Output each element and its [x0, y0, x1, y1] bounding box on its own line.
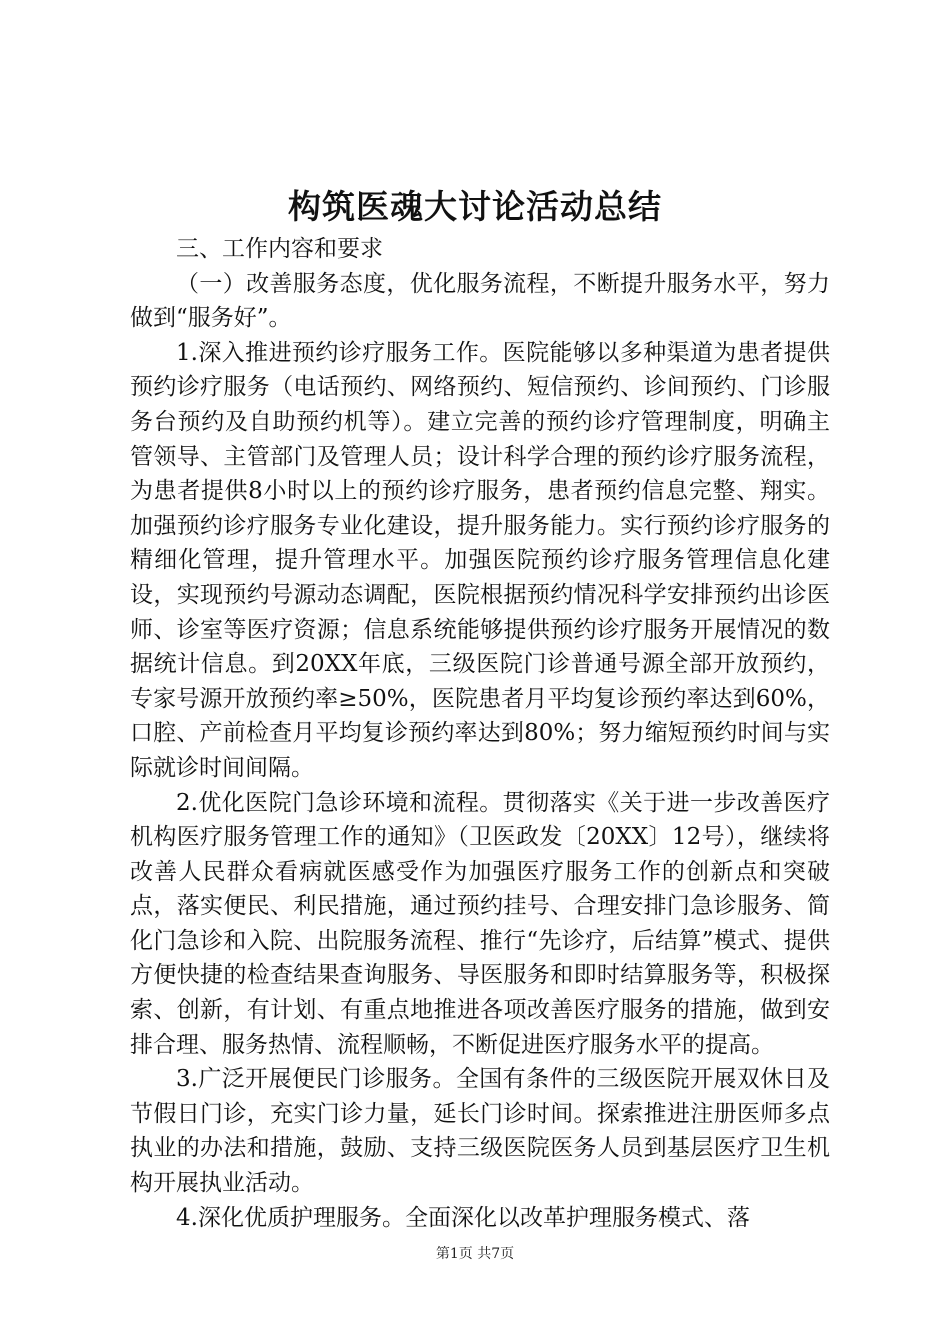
page-number-footer: 第1页 共7页	[435, 1246, 515, 1262]
document-title: 构筑医魂大讨论活动总结	[288, 187, 662, 226]
section-heading: 三、工作内容和要求	[176, 236, 383, 262]
paragraph-item-1: 1.深入推进预约诊疗服务工作。医院能够以多种渠道为患者提供预约诊疗服务（电话预约、网络预约、短信预约、诊间预约、门诊服务台预约及自助预约机等）。建立完善的预约诊疗管理制度，明确主管领导、主管部门及管理人员；设计科学合理的预约诊疗服务流程，为患者提供8小时以上的预约诊疗服务，患者预约信息完整、翔实。加强预约诊疗服务专业化建设，提升服务能力。实行预约诊疗服务的精细化管理，提升管理水平。加强医院预约诊疗服务管理信息化建设，实现预约号源动态调配，医院根据预约情况科学安排预约出诊医师、诊室等医疗资源；信息系统能够提供预约诊疗服务开展情况的数据统计信息。到20XX年底，三级医院门诊普通号源全部开放预约，专家号源开放预约率≥50%，医院患者月平均复诊预约率达到60%，口腔、产前检查月平均复诊预约率达到80%；努力缩短预约时间与实际就诊时间间隔。	[130, 339, 830, 781]
paragraph-item-2: 2.优化医院门急诊环境和流程。贯彻落实《关于进一步改善医疗机构医疗服务管理工作的通知》（卫医政发〔20XX〕12号），继续将改善人民群众看病就医感受作为加强医疗服务工作的创新点和突破点，落实便民、利民措施，通过预约挂号、合理安排门急诊服务、简化门急诊和入院、出院服务流程、推行“先诊疗，后结算”模式、提供方便快捷的检查结果查询服务、导医服务和即时结算服务等，积极探索、创新，有计划、有重点地推进各项改善医疗服务的措施，做到安排合理、服务热情、流程顺畅，不断促进医疗服务水平的提高。	[130, 789, 830, 1058]
paragraph-item-4: 4.深化优质护理服务。全面深化以改革护理服务模式、落	[176, 1204, 750, 1231]
paragraph-item-3: 3.广泛开展便民门诊服务。全国有条件的三级医院开展双休日及节假日门诊，充实门诊力量，延长门诊时间。探索推进注册医师多点执业的办法和措施，鼓励、支持三级医院医务人员到基层医疗卫生机构开展执业活动。	[130, 1066, 830, 1197]
subsection-heading: （一）改善服务态度，优化服务流程，不断提升服务水平，努力做到“服务好”。	[130, 270, 830, 332]
document-body	[130, 232, 830, 1235]
